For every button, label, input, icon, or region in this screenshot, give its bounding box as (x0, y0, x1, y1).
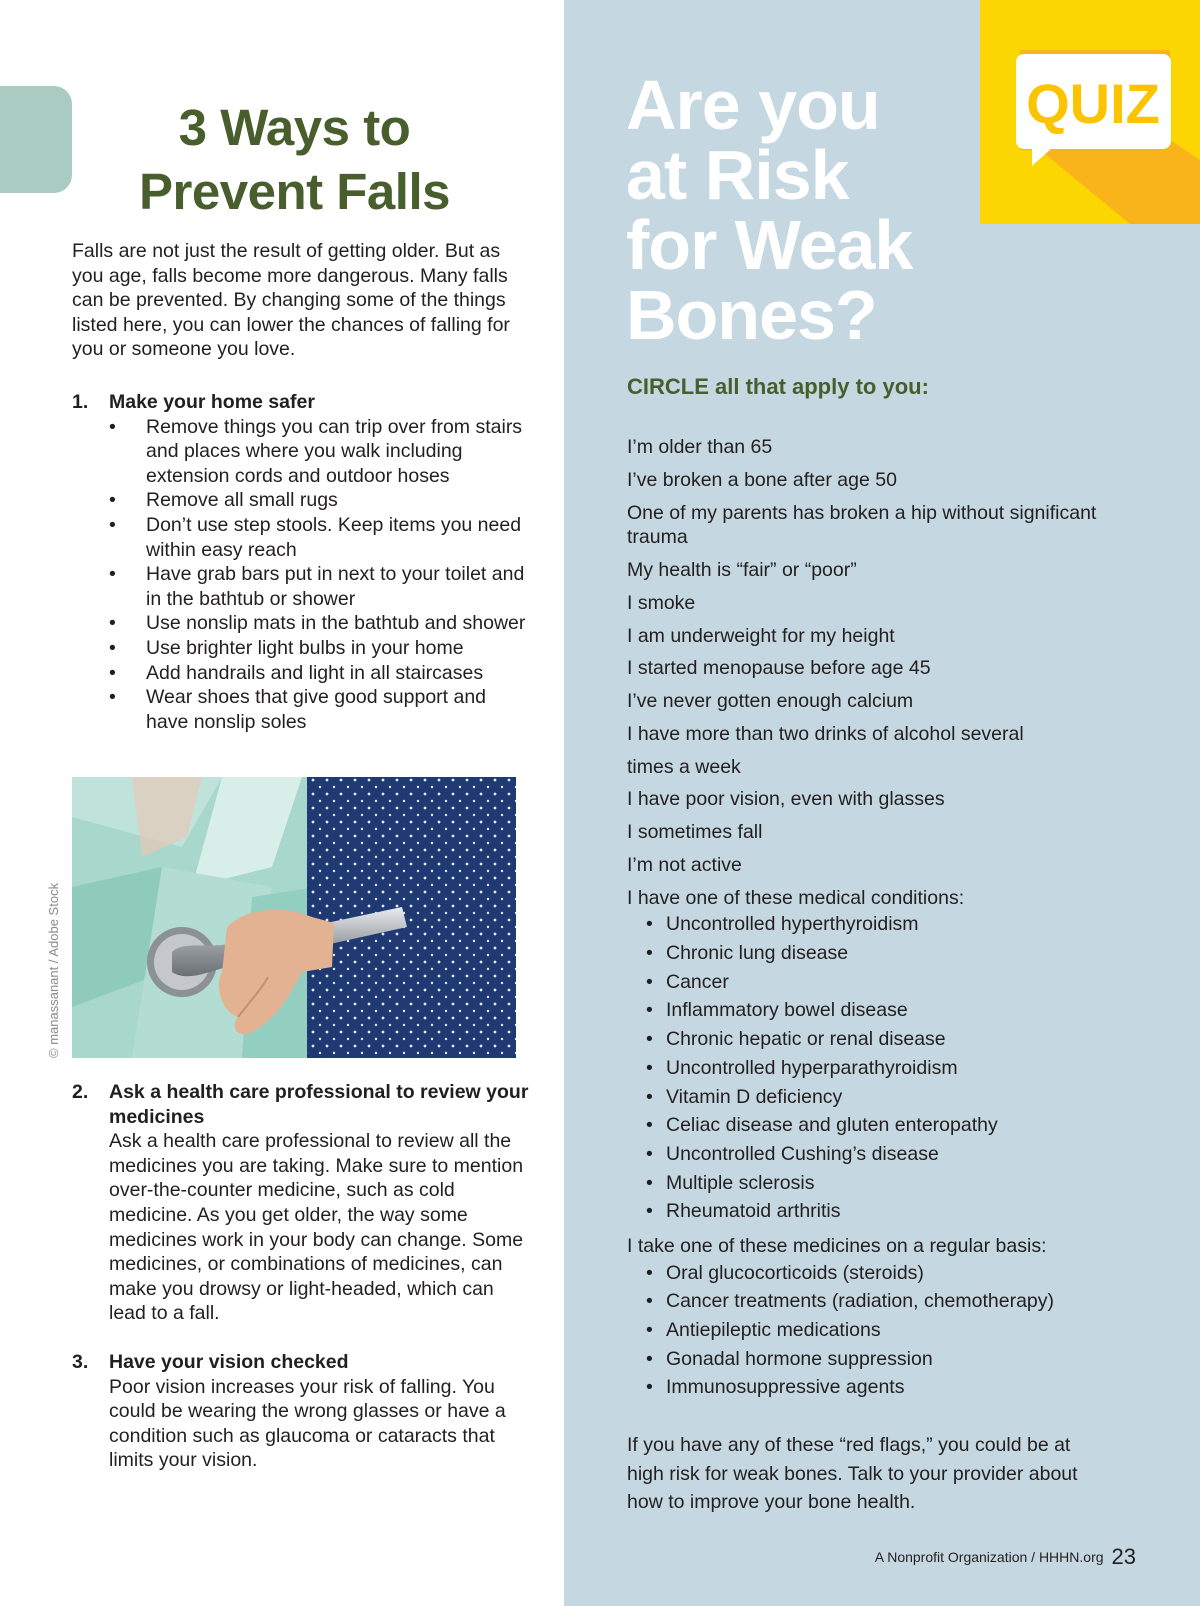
list-item: • Remove all small rugs (109, 488, 532, 513)
title-line-1: 3 Ways to (178, 99, 411, 156)
section-number: 2. (72, 1081, 89, 1103)
quiz-badge-box (980, 0, 1200, 224)
speech-bubble-icon (980, 0, 1200, 224)
section-2 (72, 1080, 532, 1326)
quiz-item: My health is “fair” or “poor” (627, 558, 857, 581)
list-item: • Cancer treatments (radiation, chemotherapy) (646, 1287, 1147, 1316)
section-number: 3. (72, 1351, 89, 1373)
photo-credit: © manassanant / Adobe Stock (46, 882, 61, 1058)
grab-bar-photo (72, 777, 516, 1058)
list-item: • Wear shoes that give good support and have nonslip soles (109, 685, 532, 734)
section-heading: Have your vision checked (109, 1351, 349, 1373)
quiz-instruction: CIRCLE all that apply to you: (627, 374, 929, 399)
list-item: • Uncontrolled hyperparathyroidism (646, 1054, 1147, 1083)
list-item: • Immunosuppressive agents (646, 1373, 1147, 1402)
quiz-item: I am underweight for my height (627, 624, 895, 647)
list-item: • Uncontrolled Cushing’s disease (646, 1140, 1147, 1169)
conditions-list (627, 910, 1147, 1226)
quiz-item: I’ve never gotten enough calcium (627, 690, 914, 713)
quiz-item: times a week (627, 755, 741, 778)
list-item: • Don’t use step stools. Keep items you need within easy reach (109, 513, 532, 562)
list-item: • Gonadal hormone suppression (646, 1345, 1147, 1374)
quiz-item: I have poor vision, even with glasses (627, 788, 945, 811)
quiz-title-line: Are you (626, 66, 880, 144)
list-item: • Inflammatory bowel disease (646, 996, 1147, 1025)
list-item: • Antiepileptic medications (646, 1316, 1147, 1345)
home-safety-list (72, 415, 532, 735)
list-item: • Use brighter light bulbs in your home (109, 636, 532, 661)
quiz-item: I’ve broken a bone after age 50 (627, 468, 897, 491)
list-item: • Vitamin D deficiency (646, 1083, 1147, 1112)
list-item: • Rheumatoid arthritis (646, 1197, 1147, 1226)
list-item: • Cancer (646, 968, 1147, 997)
quiz-item: I started menopause before age 45 (627, 657, 931, 680)
page-number: 23 (1111, 1544, 1136, 1569)
section-number: 1. (72, 391, 89, 413)
quiz-items (627, 435, 1147, 1410)
section-tab (0, 86, 72, 193)
section-heading: Ask a health care professional to review your medicines (109, 1081, 529, 1128)
quiz-title-line: for Weak (626, 206, 913, 284)
quiz-item: I have one of these medical conditions: (627, 886, 965, 909)
quiz-title-line: Bones? (626, 276, 877, 354)
section-heading: Make your home safer (109, 391, 315, 413)
title-line-2: Prevent Falls (139, 163, 450, 220)
quiz-item: I’m not active (627, 853, 742, 876)
list-item: • Multiple sclerosis (646, 1169, 1147, 1198)
list-item: • Add handrails and light in all staircases (109, 661, 532, 686)
section-1 (72, 390, 532, 734)
medicines-list (627, 1259, 1147, 1403)
quiz-item: I’m older than 65 (627, 436, 773, 458)
list-item: • Celiac disease and gluten enteropathy (646, 1111, 1147, 1140)
section-body: Poor vision increases your risk of falling. You could be wearing the wrong glasses or have a condition such as glaucoma or cataracts that limits your vision. (109, 1375, 506, 1472)
quiz-badge-text: QUIZ (1026, 72, 1160, 135)
list-item: • Chronic lung disease (646, 939, 1147, 968)
list-item: • Uncontrolled hyperthyroidism (646, 910, 1147, 939)
quiz-item: I take one of these medicines on a regular basis: (627, 1235, 1047, 1258)
intro-paragraph: Falls are not just the result of getting older. But as you age, falls become more dangerous. Many falls can be prevented. By changing some of the things listed here, you can lower the chances of falling for you or someone you love. (72, 240, 510, 361)
quiz-title-line: at Risk (626, 136, 849, 214)
list-item: • Have grab bars put in next to your toilet and in the bathtub or shower (109, 562, 532, 611)
list-item: • Remove things you can trip over from stairs and places where you walk including extension cords and outdoor hoses (109, 415, 532, 489)
grab-bar-illustration (72, 777, 516, 1058)
quiz-title (626, 66, 986, 354)
quiz-item: One of my parents has broken a hip without significant trauma (627, 501, 1097, 549)
page-title (72, 96, 517, 224)
section-body: Ask a health care professional to review all the medicines you are taking. Make sure to mention over-the-counter medicine, such as cold medicine. As you get older, the way some medicines work in your body can change. Some medicines, or combinations of medicines, can make you drowsy or light-headed, which can lead to a fall. (109, 1130, 524, 1325)
quiz-item: I sometimes fall (627, 821, 763, 844)
footer-org: A Nonprofit Organization / HHHN.org (874, 1549, 1104, 1565)
list-item: • Oral glucocorticoids (steroids) (646, 1259, 1147, 1288)
quiz-item: I have more than two drinks of alcohol several (627, 722, 1024, 745)
list-item: • Use nonslip mats in the bathtub and shower (109, 611, 532, 636)
page-footer (875, 1544, 1136, 1570)
quiz-closing: If you have any of these “red flags,” you could be at high risk for weak bones. Talk to your provider about how to improve your bone health. (627, 1434, 1078, 1514)
list-item: • Chronic hepatic or renal disease (646, 1025, 1147, 1054)
quiz-item: I smoke (627, 591, 696, 614)
section-3 (72, 1350, 532, 1473)
